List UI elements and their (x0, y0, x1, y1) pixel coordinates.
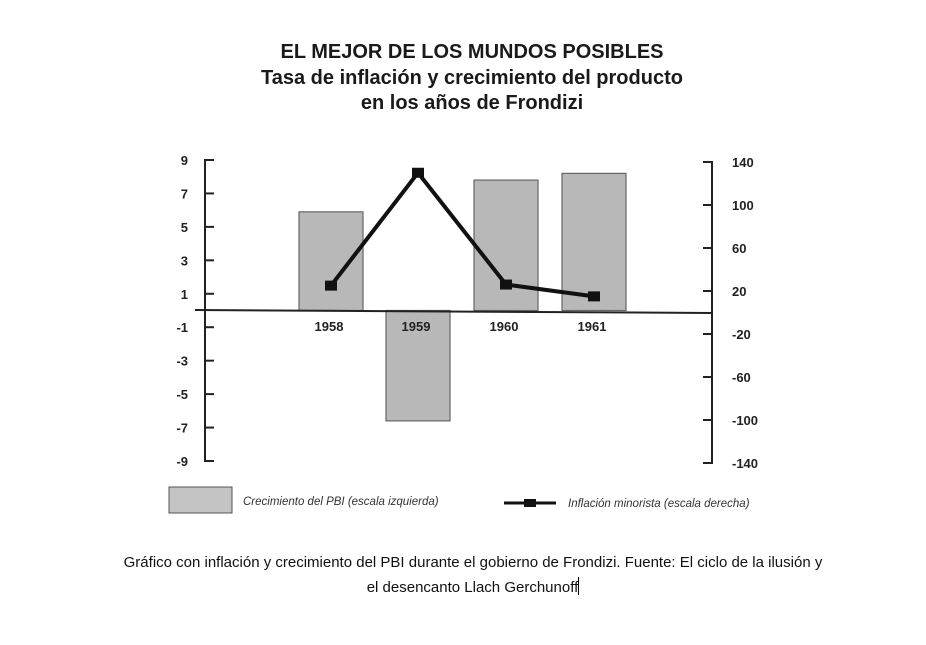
left-tick-label: -3 (176, 353, 188, 369)
legend-bar-swatch (169, 487, 232, 513)
right-tick-label: 100 (732, 198, 754, 213)
text-cursor (578, 577, 579, 595)
legend-bar-label: Crecimiento del PBI (escala izquierda) (243, 496, 439, 508)
inflation-marker-1959 (412, 168, 424, 178)
left-tick-label: -9 (176, 454, 188, 469)
left-tick-label: -7 (176, 420, 188, 436)
figure-caption (0, 550, 926, 600)
zero-baseline (195, 310, 712, 313)
left-tick-label: 3 (180, 253, 188, 269)
caption-line-1: Gráfico con inflación y crecimiento del PBI durante el gobierno de Frondizi. Fuente: El ciclo de la ilusión y (123, 554, 823, 571)
left-tick-label: 1 (180, 286, 188, 302)
right-tick-label: -20 (732, 327, 751, 342)
category-label: 1959 (401, 319, 431, 334)
category-label: 1961 (577, 319, 607, 334)
right-tick-label: 20 (732, 284, 747, 299)
legend (169, 487, 750, 513)
right-tick-label: -100 (732, 413, 759, 428)
chart-subtitle-2: en los años de Frondizi (360, 92, 584, 114)
inflation-marker-1958 (325, 281, 337, 291)
category-label: 1960 (489, 319, 519, 334)
left-tick-label: -1 (176, 320, 188, 336)
chart-title: EL MEJOR DE LOS MUNDOS POSIBLES (280, 41, 664, 63)
right-tick-label: -60 (732, 370, 751, 385)
left-tick-label: -5 (176, 387, 188, 403)
right-tick-label: -140 (732, 456, 759, 471)
chart-subtitle-1: Tasa de inflación y crecimiento del producto (261, 67, 683, 89)
category-label: 1958 (314, 319, 344, 334)
left-tick-label: 5 (180, 219, 188, 235)
caption-line-2-wrap (0, 575, 926, 600)
inflation-marker-1960 (500, 280, 512, 290)
legend-line-label: Inflación minorista (escala derecha) (568, 498, 750, 510)
inflation-line (331, 173, 594, 297)
bar-1960 (474, 180, 538, 310)
bar-1958 (299, 212, 363, 311)
left-tick-label: 9 (180, 153, 188, 168)
inflation-marker-1961 (588, 291, 600, 301)
caption-line-2: el desencanto Llach Gerchunoff (366, 579, 579, 596)
bar-1961 (562, 173, 626, 310)
left-tick-label: 7 (180, 186, 188, 202)
legend-line-marker (524, 499, 536, 507)
right-tick-label: 140 (732, 155, 754, 170)
right-tick-label: 60 (732, 241, 747, 256)
